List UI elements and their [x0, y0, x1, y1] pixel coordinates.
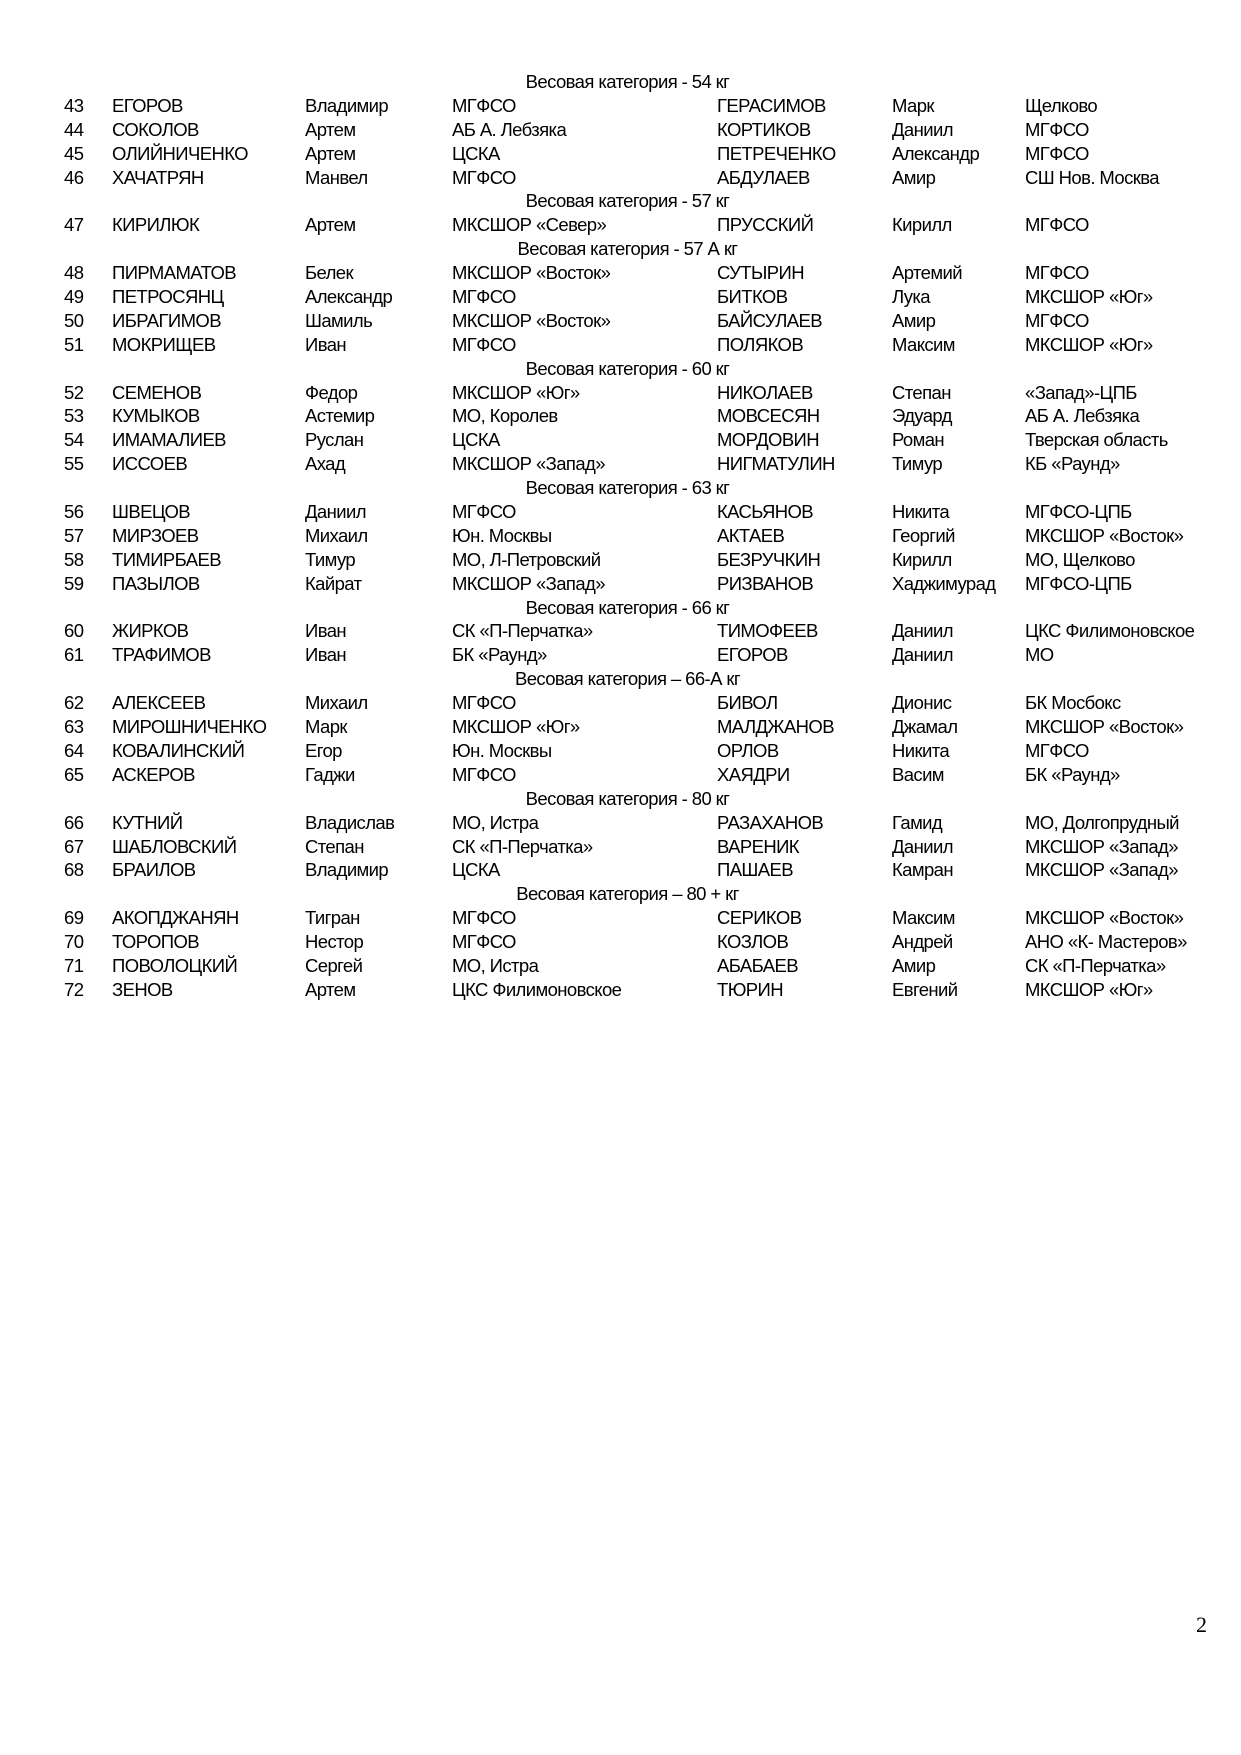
table-row — [0, 452, 1241, 476]
table-row — [0, 572, 1241, 596]
weight-category-header: Весовая категория - 57 А кг — [517, 238, 738, 260]
red-first-name: Манвел — [305, 166, 368, 188]
bout-number: 69 — [64, 907, 84, 929]
blue-club: МО, Долгопрудный — [1025, 811, 1179, 833]
blue-first-name: Максим — [892, 333, 955, 355]
red-club: МГФСО — [452, 907, 516, 929]
table-row — [0, 333, 1241, 357]
red-surname: БРАИЛОВ — [112, 859, 196, 881]
table-row — [0, 428, 1241, 452]
red-first-name: Артем — [305, 142, 356, 164]
blue-club: МГФСО — [1025, 739, 1089, 761]
blue-first-name: Гамид — [892, 811, 943, 833]
blue-surname: ОРЛОВ — [717, 739, 779, 761]
red-first-name: Кайрат — [305, 572, 362, 594]
red-club: МКСШОР «Восток» — [452, 262, 611, 284]
red-club: МГФСО — [452, 94, 516, 116]
blue-surname: БЕЗРУЧКИН — [717, 548, 821, 570]
red-first-name: Иван — [305, 644, 347, 666]
blue-club: АБ А. Лебзяка — [1025, 405, 1140, 427]
red-surname: ТОРОПОВ — [112, 931, 200, 953]
blue-club: МГФСО — [1025, 142, 1089, 164]
red-club: МО, Истра — [452, 954, 539, 976]
red-club: ЦСКА — [452, 429, 500, 451]
bout-number: 61 — [64, 644, 84, 666]
red-surname: ПОВОЛОЦКИЙ — [112, 954, 238, 976]
red-club: МКСШОР «Восток» — [452, 309, 611, 331]
bout-number: 54 — [64, 429, 84, 451]
table-row — [0, 285, 1241, 309]
red-surname: ШВЕЦОВ — [112, 501, 191, 523]
weight-category-header: Весовая категория – 80 + кг — [516, 883, 739, 905]
red-first-name: Владимир — [305, 859, 389, 881]
red-first-name: Шамиль — [305, 309, 373, 331]
blue-surname: БИВОЛ — [717, 692, 778, 714]
blue-surname: РИЗВАНОВ — [717, 572, 814, 594]
red-first-name: Егор — [305, 739, 342, 761]
table-row — [0, 858, 1241, 882]
blue-surname: РАЗАХАНОВ — [717, 811, 824, 833]
weight-category-header: Весовая категория - 66 кг — [525, 596, 730, 618]
bout-number: 59 — [64, 572, 84, 594]
blue-first-name: Александр — [892, 142, 980, 164]
table-row — [0, 500, 1241, 524]
table-row — [0, 930, 1241, 954]
blue-surname: СЕРИКОВ — [717, 907, 802, 929]
blue-club: БК «Раунд» — [1025, 763, 1120, 785]
red-first-name: Белек — [305, 262, 353, 284]
blue-club: Тверская область — [1025, 429, 1168, 451]
red-surname: ЗЕНОВ — [112, 978, 173, 1000]
blue-club: МКСШОР «Восток» — [1025, 907, 1184, 929]
red-club: МКСШОР «Юг» — [452, 381, 580, 403]
red-first-name: Даниил — [305, 501, 366, 523]
table-row — [0, 118, 1241, 142]
blue-club: МГФСО-ЦПБ — [1025, 501, 1132, 523]
table-row — [0, 166, 1241, 190]
blue-club: МКСШОР «Запад» — [1025, 835, 1178, 857]
red-first-name: Астемир — [305, 405, 375, 427]
blue-surname: КАСЬЯНОВ — [717, 501, 814, 523]
red-club: АБ А. Лебзяка — [452, 118, 567, 140]
red-club: МКСШОР «Запад» — [452, 572, 605, 594]
blue-surname: ТЮРИН — [717, 978, 783, 1000]
blue-club: БК Мосбокс — [1025, 692, 1121, 714]
blue-surname: ПАШАЕВ — [717, 859, 794, 881]
bout-number: 48 — [64, 262, 84, 284]
bout-number: 47 — [64, 214, 84, 236]
red-club: БК «Раунд» — [452, 644, 547, 666]
bout-number: 63 — [64, 716, 84, 738]
red-club: МО, Л-Петровский — [452, 548, 601, 570]
blue-surname: КОРТИКОВ — [717, 118, 811, 140]
weight-category-header: Весовая категория - 60 кг — [525, 357, 730, 379]
blue-club: МКСШОР «Юг» — [1025, 333, 1153, 355]
red-club: СК «П-Перчатка» — [452, 620, 593, 642]
weight-category-header: Весовая категория – 66-А кг — [514, 668, 741, 690]
blue-surname: МОВСЕСЯН — [717, 405, 820, 427]
red-surname: ПИРМАМАТОВ — [112, 262, 236, 284]
blue-surname: БАЙСУЛАЕВ — [717, 309, 823, 331]
bout-number: 68 — [64, 859, 84, 881]
red-surname: МОКРИЩЕВ — [112, 333, 216, 355]
blue-club: ЦКС Филимоновское — [1025, 620, 1195, 642]
bout-number: 71 — [64, 954, 84, 976]
bout-number: 46 — [64, 166, 84, 188]
blue-surname: СУТЫРИН — [717, 262, 804, 284]
table-row — [0, 978, 1241, 1002]
bout-number: 56 — [64, 501, 84, 523]
blue-club: МКСШОР «Юг» — [1025, 286, 1153, 308]
red-surname: МИРЗОЕВ — [112, 524, 199, 546]
bout-number: 58 — [64, 548, 84, 570]
bout-number: 52 — [64, 381, 84, 403]
bout-number: 70 — [64, 931, 84, 953]
blue-first-name: Роман — [892, 429, 945, 451]
blue-first-name: Марк — [892, 94, 934, 116]
blue-first-name: Камран — [892, 859, 953, 881]
blue-first-name: Амир — [892, 954, 936, 976]
blue-club: МГФСО — [1025, 214, 1089, 236]
blue-club: «Запад»-ЦПБ — [1025, 381, 1137, 403]
bout-list — [0, 70, 1241, 1002]
red-surname: ИБРАГИМОВ — [112, 309, 221, 331]
bout-number: 67 — [64, 835, 84, 857]
red-first-name: Тимур — [305, 548, 356, 570]
blue-surname: ГЕРАСИМОВ — [717, 94, 826, 116]
blue-club: МГФСО — [1025, 118, 1089, 140]
blue-first-name: Даниил — [892, 118, 953, 140]
red-club: МКСШОР «Запад» — [452, 453, 605, 475]
red-surname: ОЛИЙНИЧЕНКО — [112, 142, 248, 164]
table-row — [0, 691, 1241, 715]
bout-number: 72 — [64, 978, 84, 1000]
red-first-name: Ахад — [305, 453, 346, 475]
bout-number: 60 — [64, 620, 84, 642]
red-first-name: Тигран — [305, 907, 360, 929]
red-club: ЦСКА — [452, 859, 500, 881]
blue-surname: ВАРЕНИК — [717, 835, 799, 857]
blue-first-name: Даниил — [892, 835, 953, 857]
red-club: Юн. Москвы — [452, 739, 552, 761]
bout-number: 62 — [64, 692, 84, 714]
blue-first-name: Хаджимурад — [892, 572, 996, 594]
red-surname: ЕГОРОВ — [112, 94, 183, 116]
bout-number: 45 — [64, 142, 84, 164]
red-club: МГФСО — [452, 286, 516, 308]
table-row — [0, 619, 1241, 643]
blue-club: СК «П-Перчатка» — [1025, 954, 1166, 976]
red-surname: СЕМЕНОВ — [112, 381, 202, 403]
red-surname: АЛЕКСЕЕВ — [112, 692, 206, 714]
red-surname: СОКОЛОВ — [112, 118, 199, 140]
red-surname: МИРОШНИЧЕНКО — [112, 716, 267, 738]
blue-surname: ПЕТРЕЧЕНКО — [717, 142, 836, 164]
blue-club: МО — [1025, 644, 1054, 666]
blue-first-name: Андрей — [892, 931, 953, 953]
blue-first-name: Эдуард — [892, 405, 952, 427]
table-row — [0, 261, 1241, 285]
table-row — [0, 954, 1241, 978]
blue-surname: НИГМАТУЛИН — [717, 453, 835, 475]
blue-first-name: Никита — [892, 739, 950, 761]
red-first-name: Иван — [305, 620, 347, 642]
table-row — [0, 763, 1241, 787]
red-club: МГФСО — [452, 501, 516, 523]
bout-number: 53 — [64, 405, 84, 427]
red-surname: АСКЕРОВ — [112, 763, 195, 785]
blue-club: МКСШОР «Юг» — [1025, 978, 1153, 1000]
blue-club: МГФСО — [1025, 262, 1089, 284]
blue-first-name: Максим — [892, 907, 955, 929]
table-row — [0, 811, 1241, 835]
red-club: МГФСО — [452, 166, 516, 188]
red-surname: КУТНИЙ — [112, 811, 183, 833]
bout-number: 66 — [64, 811, 84, 833]
red-surname: КОВАЛИНСКИЙ — [112, 739, 245, 761]
red-club: МКСШОР «Юг» — [452, 716, 580, 738]
red-club: МГФСО — [452, 692, 516, 714]
blue-first-name: Амир — [892, 309, 936, 331]
table-row — [0, 643, 1241, 667]
red-club: ЦСКА — [452, 142, 500, 164]
blue-surname: БИТКОВ — [717, 286, 788, 308]
table-row — [0, 835, 1241, 859]
red-surname: ТРАФИМОВ — [112, 644, 211, 666]
blue-club: СШ Нов. Москва — [1025, 166, 1159, 188]
red-first-name: Александр — [305, 286, 393, 308]
bout-number: 51 — [64, 333, 84, 355]
blue-club: МО, Щелково — [1025, 548, 1135, 570]
table-row — [0, 715, 1241, 739]
bout-number: 50 — [64, 309, 84, 331]
blue-surname: ПОЛЯКОВ — [717, 333, 804, 355]
blue-surname: АБАБАЕВ — [717, 954, 798, 976]
red-surname: АКОПДЖАНЯН — [112, 907, 239, 929]
blue-first-name: Даниил — [892, 644, 953, 666]
red-club: МО, Королев — [452, 405, 558, 427]
table-row — [0, 524, 1241, 548]
weight-category-header: Весовая категория - 63 кг — [525, 477, 730, 499]
blue-surname: ЕГОРОВ — [717, 644, 788, 666]
red-surname: КИРИЛЮК — [112, 214, 200, 236]
table-row — [0, 404, 1241, 428]
blue-first-name: Никита — [892, 501, 950, 523]
red-club: МКСШОР «Север» — [452, 214, 607, 236]
blue-first-name: Амир — [892, 166, 936, 188]
table-row — [0, 906, 1241, 930]
red-first-name: Руслан — [305, 429, 364, 451]
red-first-name: Гаджи — [305, 763, 355, 785]
red-club: МГФСО — [452, 333, 516, 355]
blue-first-name: Степан — [892, 381, 951, 403]
blue-first-name: Артемий — [892, 262, 962, 284]
blue-first-name: Джамал — [892, 716, 958, 738]
blue-club: МГФСО-ЦПБ — [1025, 572, 1132, 594]
blue-surname: АКТАЕВ — [717, 524, 785, 546]
blue-surname: КОЗЛОВ — [717, 931, 789, 953]
bout-number: 43 — [64, 94, 84, 116]
blue-first-name: Кирилл — [892, 214, 952, 236]
table-row — [0, 548, 1241, 572]
blue-first-name: Георгий — [892, 524, 955, 546]
red-surname: ПАЗЫЛОВ — [112, 572, 200, 594]
red-surname: ИССОЕВ — [112, 453, 188, 475]
table-row — [0, 213, 1241, 237]
blue-surname: НИКОЛАЕВ — [717, 381, 813, 403]
blue-first-name: Даниил — [892, 620, 953, 642]
weight-category-header: Весовая категория - 57 кг — [525, 190, 730, 212]
table-row — [0, 94, 1241, 118]
red-surname: ЖИРКОВ — [112, 620, 189, 642]
red-first-name: Степан — [305, 835, 364, 857]
bout-number: 65 — [64, 763, 84, 785]
blue-surname: МАЛДЖАНОВ — [717, 716, 834, 738]
blue-surname: ХАЯДРИ — [717, 763, 790, 785]
blue-first-name: Тимур — [892, 453, 943, 475]
red-club: МГФСО — [452, 931, 516, 953]
red-club: ЦКС Филимоновское — [452, 978, 622, 1000]
red-first-name: Артем — [305, 978, 356, 1000]
blue-first-name: Лука — [892, 286, 930, 308]
blue-surname: ТИМОФЕЕВ — [717, 620, 818, 642]
blue-club: МКСШОР «Запад» — [1025, 859, 1178, 881]
red-first-name: Иван — [305, 333, 347, 355]
blue-first-name: Дионис — [892, 692, 952, 714]
blue-first-name: Кирилл — [892, 548, 952, 570]
blue-club: МГФСО — [1025, 309, 1089, 331]
red-first-name: Артем — [305, 118, 356, 140]
blue-club: МКСШОР «Восток» — [1025, 716, 1184, 738]
bout-number: 49 — [64, 286, 84, 308]
red-surname: КУМЫКОВ — [112, 405, 200, 427]
red-first-name: Марк — [305, 716, 347, 738]
blue-surname: МОРДОВИН — [717, 429, 820, 451]
table-row — [0, 309, 1241, 333]
weight-category-header: Весовая категория - 54 кг — [525, 71, 730, 92]
bout-number: 57 — [64, 524, 84, 546]
red-first-name: Федор — [305, 381, 358, 403]
bout-number: 64 — [64, 739, 84, 761]
red-club: Юн. Москвы — [452, 524, 552, 546]
red-first-name: Артем — [305, 214, 356, 236]
table-row — [0, 739, 1241, 763]
red-first-name: Владислав — [305, 811, 395, 833]
page-number: 2 — [1196, 1612, 1207, 1637]
weight-category-header: Весовая категория - 80 кг — [525, 787, 730, 809]
red-surname: ТИМИРБАЕВ — [112, 548, 221, 570]
red-club: МО, Истра — [452, 811, 539, 833]
red-surname: ШАБЛОВСКИЙ — [112, 835, 237, 857]
blue-surname: ПРУССКИЙ — [717, 214, 814, 236]
red-surname: ИМАМАЛИЕВ — [112, 429, 226, 451]
red-first-name: Владимир — [305, 94, 389, 116]
blue-club: АНО «К- Мастеров» — [1025, 931, 1187, 953]
blue-club: КБ «Раунд» — [1025, 453, 1120, 475]
red-surname: ХАЧАТРЯН — [112, 166, 204, 188]
blue-first-name: Васим — [892, 763, 944, 785]
red-first-name: Михаил — [305, 692, 368, 714]
red-first-name: Сергей — [305, 954, 363, 976]
red-club: МГФСО — [452, 763, 516, 785]
red-first-name: Нестор — [305, 931, 364, 953]
bout-number: 55 — [64, 453, 84, 475]
blue-surname: АБДУЛАЕВ — [717, 166, 810, 188]
red-first-name: Михаил — [305, 524, 368, 546]
blue-club: МКСШОР «Восток» — [1025, 524, 1184, 546]
table-row — [0, 381, 1241, 405]
bout-number: 44 — [64, 118, 84, 140]
blue-first-name: Евгений — [892, 978, 958, 1000]
table-row — [0, 142, 1241, 166]
red-surname: ПЕТРОСЯНЦ — [112, 286, 224, 308]
red-club: СК «П-Перчатка» — [452, 835, 593, 857]
blue-club: Щелково — [1025, 94, 1098, 116]
